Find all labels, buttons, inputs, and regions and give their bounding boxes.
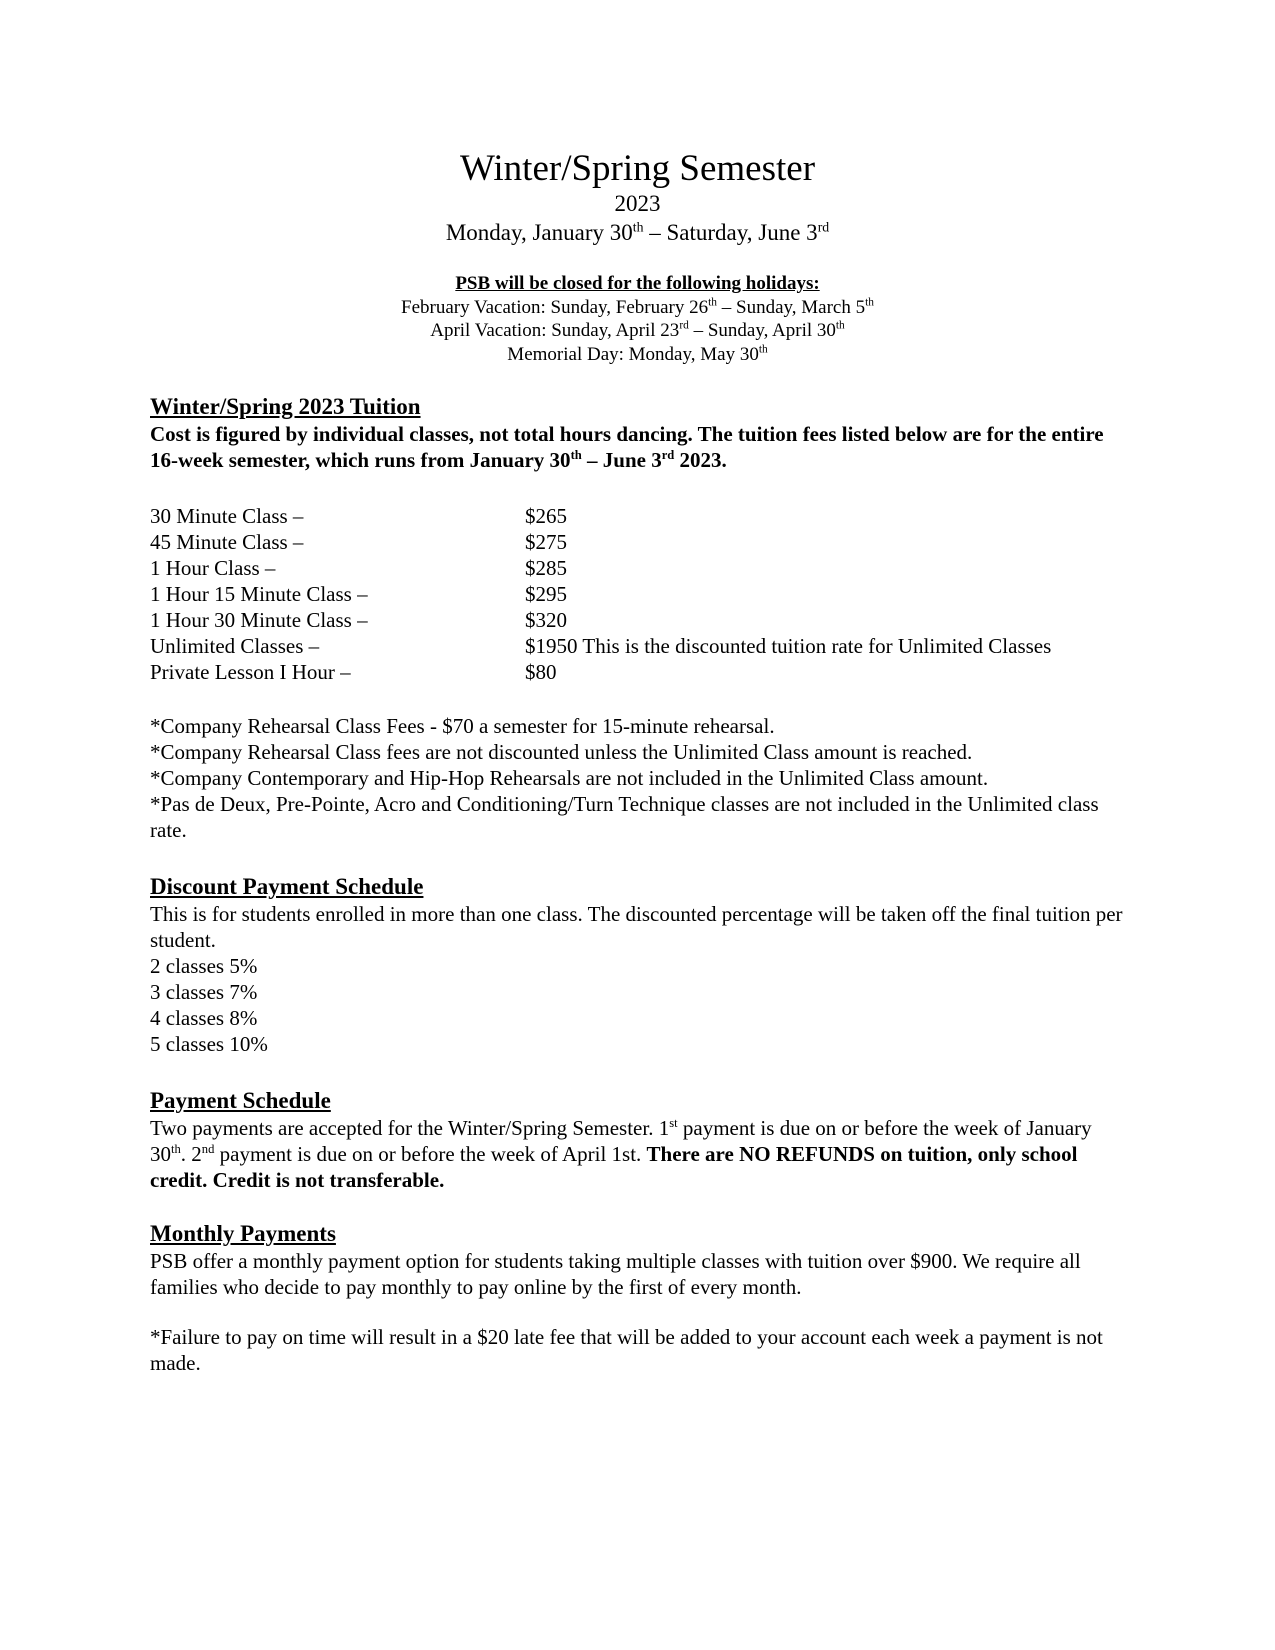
late-fee-text: *Failure to pay on time will result in a $20 late fee that will be added to your account each week a payment is not made.	[150, 1325, 1103, 1375]
holiday-memorial-day: Memorial Day: Monday, May 30th	[507, 343, 768, 365]
semester-dates: Monday, January 30th – Saturday, June 3rd	[445, 219, 830, 245]
semester-year: 2023	[614, 191, 661, 216]
fee-price: $285	[525, 556, 567, 580]
fee-row	[150, 581, 1130, 607]
fee-name: 45 Minute Class –	[150, 530, 304, 554]
holidays-section	[0, 272, 1275, 366]
fee-price: $1950 This is the discounted tuition rate for Unlimited Classes	[525, 634, 1052, 658]
fee-note: *Company Rehearsal Class fees are not discounted unless the Unlimited Class amount is reached.	[150, 740, 973, 764]
holidays-heading: PSB will be closed for the following holidays:	[455, 273, 820, 294]
fee-name: Private Lesson I Hour –	[150, 660, 351, 684]
monthly-heading: Monthly Payments	[150, 1221, 336, 1246]
late-fee-section	[150, 1324, 1130, 1376]
monthly-text: PSB offer a monthly payment option for students taking multiple classes with tuition over $900. We require all families who decide to pay monthly to pay online by the first of every month.	[150, 1249, 1081, 1299]
fee-price: $320	[525, 608, 567, 632]
tuition-section	[150, 393, 1130, 473]
fee-list	[150, 503, 1130, 685]
fee-name: 1 Hour Class –	[150, 556, 276, 580]
discount-section	[150, 873, 1130, 1057]
fee-note: *Pas de Deux, Pre-Pointe, Acro and Conditioning/Turn Technique classes are not included in the Unlimited class rate.	[150, 792, 1099, 842]
fee-row	[150, 633, 1130, 659]
fee-note: *Company Contemporary and Hip-Hop Rehearsals are not included in the Unlimited Class amount.	[150, 766, 989, 790]
fee-price: $295	[525, 582, 567, 606]
fee-note: *Company Rehearsal Class Fees - $70 a semester for 15-minute rehearsal.	[150, 714, 775, 738]
title-block	[0, 148, 1275, 248]
fee-row	[150, 555, 1130, 581]
tuition-heading: Winter/Spring 2023 Tuition	[150, 394, 421, 419]
payment-heading: Payment Schedule	[150, 1088, 331, 1113]
fee-notes	[150, 713, 1130, 843]
fee-row	[150, 503, 1130, 529]
fee-row	[150, 607, 1130, 633]
discount-tier: 5 classes 10%	[150, 1032, 268, 1056]
fee-name: 1 Hour 15 Minute Class –	[150, 582, 368, 606]
fee-row	[150, 529, 1130, 555]
payment-text: Two payments are accepted for the Winter/Spring Semester. 1st payment is due on or before the week of January 30th. 2nd payment is due on or before the week of April 1st. There are NO REFUNDS on tuition, only school credit. Credit is not transferable.	[150, 1116, 1092, 1192]
fee-name: Unlimited Classes –	[150, 634, 320, 658]
monthly-section	[150, 1220, 1130, 1300]
tuition-intro: Cost is figured by individual classes, not total hours dancing. The tuition fees listed below are for the entire 16-week semester, which runs from January 30th – June 3rd 2023.	[150, 422, 1104, 472]
discount-text: This is for students enrolled in more than one class. The discounted percentage will be taken off the final tuition per student.	[150, 902, 1123, 952]
discount-heading: Discount Payment Schedule	[150, 874, 424, 899]
fee-price: $80	[525, 660, 557, 684]
discount-tier: 2 classes 5%	[150, 954, 258, 978]
no-refunds-notice: There are NO REFUNDS on tuition, only school credit. Credit is not transferable.	[150, 1142, 1078, 1192]
fee-name: 30 Minute Class –	[150, 504, 304, 528]
discount-tier: 3 classes 7%	[150, 980, 258, 1004]
discount-tier: 4 classes 8%	[150, 1006, 258, 1030]
fee-name: 1 Hour 30 Minute Class –	[150, 608, 368, 632]
payment-section	[150, 1087, 1130, 1193]
holiday-april: April Vacation: Sunday, April 23rd – Sunday, April 30th	[430, 319, 845, 341]
fee-price: $275	[525, 530, 567, 554]
fee-row	[150, 659, 1130, 685]
holiday-february: February Vacation: Sunday, February 26th – Sunday, March 5th	[401, 296, 874, 318]
fee-price: $265	[525, 504, 567, 528]
page-title: Winter/Spring Semester	[459, 148, 816, 189]
